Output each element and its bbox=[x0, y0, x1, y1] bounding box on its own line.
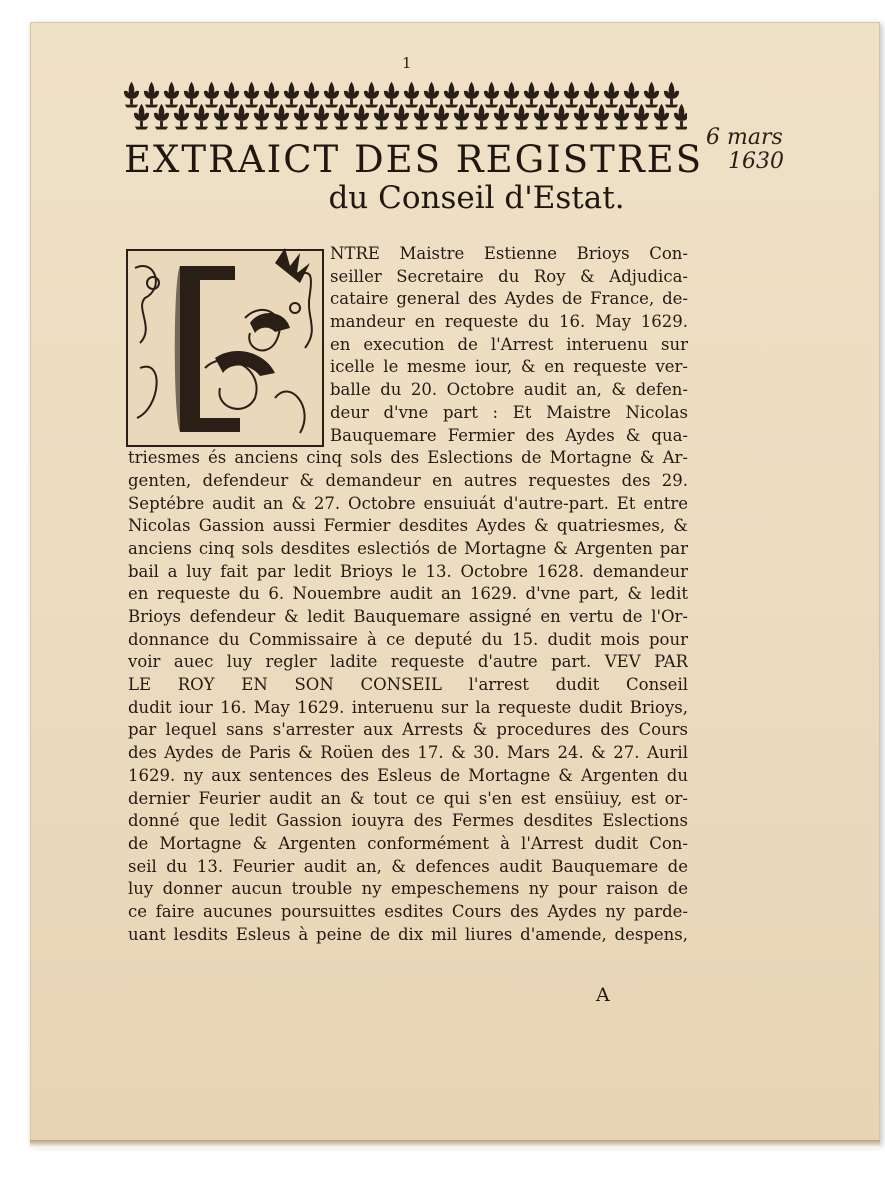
fleuron-icon bbox=[224, 82, 239, 108]
document-title: EXTRAICT DES REGISTRES bbox=[124, 138, 704, 181]
text-line: uant lesdits Esleus à peine de dix mil liures d'amende, despens, bbox=[128, 924, 688, 944]
text-line: luy donner aucun trouble ny empeschemens ny pour raison de bbox=[128, 879, 688, 899]
fleuron-icon bbox=[304, 82, 319, 108]
text-line: Septébre audit an & 27. Octobre ensuiuát d'autre-part. Et entre bbox=[128, 493, 688, 513]
text-line: des Aydes de Paris & Roüen des 17. & 30. Mars 24. & 27. Auril bbox=[128, 743, 688, 763]
fleuron-icon bbox=[424, 82, 439, 108]
text-line: NTRE Maistre Estienne Brioys Con- bbox=[330, 244, 688, 263]
fleuron-icon bbox=[634, 104, 649, 130]
fleuron-icon bbox=[184, 82, 199, 108]
text-line: Brioys defendeur & ledit Bauquemare assigné en vertu de l'Or- bbox=[128, 607, 688, 626]
fleuron-icon bbox=[604, 82, 619, 108]
fleuron-icon bbox=[574, 104, 589, 130]
text-line: en requeste du 6. Nouembre audit an 1629. d'vne part, & ledit bbox=[128, 584, 688, 604]
fleuron-icon bbox=[454, 104, 469, 130]
text-line: Bauquemare Fermier des Aydes & qua- bbox=[330, 425, 688, 445]
fleuron-ornament-band bbox=[122, 78, 687, 130]
text-line: dernier Feurier audit an & tout ce qui s'en est ensüiuy, est or- bbox=[128, 788, 688, 808]
text-line: donné que ledit Gassion iouyra des Fermes desdites Eslections bbox=[128, 811, 688, 831]
handwritten-margin-note bbox=[706, 126, 784, 174]
text-line: seiller Secretaire du Roy & Adjudica- bbox=[330, 266, 688, 286]
page-shadow bbox=[30, 1140, 880, 1148]
fleuron-icon bbox=[324, 82, 339, 108]
document-subtitle: du Conseil d'Estat. bbox=[328, 180, 625, 216]
text-line: 1629. ny aux sentences des Esleus de Mortagne & Argenten du bbox=[128, 765, 688, 785]
text-line: par lequel sans s'arrester aux Arrests & procedures des Cours bbox=[128, 720, 688, 740]
fleuron-icon bbox=[484, 82, 499, 108]
fleuron-icon bbox=[364, 82, 379, 108]
fleuron-icon bbox=[124, 82, 139, 108]
text-line: deur d'vne part : Et Maistre Nicolas bbox=[330, 402, 688, 422]
fleuron-icon bbox=[194, 104, 209, 130]
fleuron-icon bbox=[164, 82, 179, 108]
fleuron-icon bbox=[394, 104, 409, 130]
fleuron-icon bbox=[504, 82, 519, 108]
text-line: triesmes és anciens cinq sols des Eslections de Mortagne & Ar- bbox=[128, 448, 688, 468]
fleuron-icon bbox=[234, 104, 249, 130]
fleuron-icon bbox=[594, 104, 609, 130]
text-line: mandeur en requeste du 16. May 1629. bbox=[330, 312, 688, 332]
text-line: ce faire aucunes poursuittes esdites Cours des Aydes ny parde- bbox=[128, 901, 688, 921]
fleuron-icon bbox=[404, 82, 419, 108]
text-line: anciens cinq sols desdites eslectiós de Mortagne & Argenten par bbox=[128, 538, 688, 558]
fleuron-icon bbox=[204, 82, 219, 108]
margin-note-line-1: 6 mars bbox=[706, 125, 783, 150]
text-line: genten, defendeur & demandeur en autres requestes des 29. bbox=[128, 470, 688, 490]
fleuron-icon bbox=[434, 104, 449, 130]
fleuron-icon bbox=[214, 104, 229, 130]
fleuron-icon bbox=[284, 82, 299, 108]
fleuron-icon bbox=[494, 104, 509, 130]
fleuron-icon bbox=[624, 82, 639, 108]
text-line: seil du 13. Feurier audit an, & defences audit Bauquemare de bbox=[128, 856, 688, 876]
fleuron-icon bbox=[444, 82, 459, 108]
text-line: bail a luy fait par ledit Brioys le 13. Octobre 1628. demandeur bbox=[128, 561, 688, 581]
fleuron-icon bbox=[244, 82, 259, 108]
text-line: en execution de l'Arrest interuenu sur bbox=[330, 334, 688, 354]
margin-note-line-2: 1630 bbox=[728, 149, 784, 174]
text-line: dudit iour 16. May 1629. interuenu sur la requeste dudit Brioys, bbox=[128, 697, 688, 717]
fleuron-icon bbox=[534, 104, 549, 130]
text-line: balle du 20. Octobre audit an, & defen- bbox=[330, 380, 688, 400]
text-line: LE ROY EN SON CONSEIL l'arrest dudit Conseil bbox=[128, 675, 688, 695]
text-line: de Mortagne & Argenten conformément à l'Arrest dudit Con- bbox=[128, 833, 688, 853]
fleuron-icon bbox=[564, 82, 579, 108]
fleuron-icon bbox=[174, 104, 189, 130]
fleuron-icon bbox=[314, 104, 329, 130]
fleuron-icon bbox=[674, 104, 687, 130]
fleuron-icon bbox=[554, 104, 569, 130]
fleuron-icon bbox=[374, 104, 389, 130]
signature-mark: A bbox=[596, 984, 610, 1006]
fleuron-icon bbox=[414, 104, 429, 130]
fleuron-icon bbox=[544, 82, 559, 108]
fleuron-icon bbox=[264, 82, 279, 108]
text-line: cataire general des Aydes de France, de- bbox=[330, 289, 688, 309]
text-line: icelle le mesme iour, & en requeste ver- bbox=[330, 357, 688, 377]
fleuron-icon bbox=[654, 104, 669, 130]
fleuron-icon bbox=[384, 82, 399, 108]
body-text bbox=[128, 243, 688, 946]
fleuron-icon bbox=[354, 104, 369, 130]
fleuron-icon bbox=[664, 82, 679, 108]
fleuron-icon bbox=[644, 82, 659, 108]
fleuron-icon bbox=[344, 82, 359, 108]
text-line: donnance du Commissaire à ce deputé du 15. dudit mois pour bbox=[128, 629, 688, 649]
fleuron-icon bbox=[154, 104, 169, 130]
fleuron-icon bbox=[584, 82, 599, 108]
fleuron-icon bbox=[294, 104, 309, 130]
text-line: Nicolas Gassion aussi Fermier desdites Aydes & quatriesmes, & bbox=[128, 516, 688, 536]
fleuron-icon bbox=[524, 82, 539, 108]
fleuron-icon bbox=[274, 104, 289, 130]
fleuron-icon bbox=[144, 82, 159, 108]
fleuron-icon bbox=[464, 82, 479, 108]
fleuron-icon bbox=[514, 104, 529, 130]
fleuron-icon bbox=[334, 104, 349, 130]
text-line: voir auec luy regler ladite requeste d'autre part. VEV PAR bbox=[128, 652, 688, 672]
fleuron-icon bbox=[254, 104, 269, 130]
folio-number: 1 bbox=[402, 54, 412, 72]
fleuron-icon bbox=[134, 104, 149, 130]
fleuron-icon bbox=[614, 104, 629, 130]
fleuron-icon bbox=[474, 104, 489, 130]
